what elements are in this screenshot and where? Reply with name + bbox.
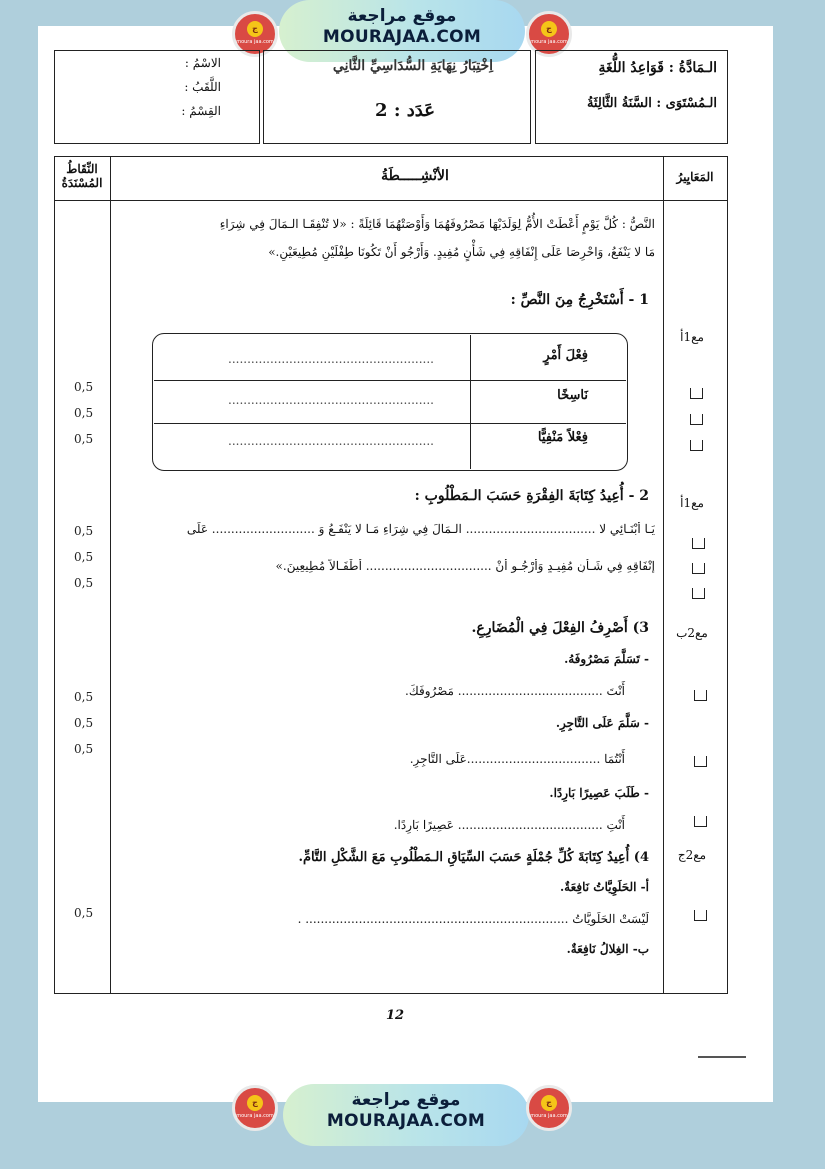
exam-number: عَدَد : 2 — [375, 100, 435, 121]
criteria-column-divider — [663, 156, 664, 994]
activities-header: الأنْشِـــــطَةُ — [381, 168, 449, 184]
answer-field[interactable]: ...................................................... — [228, 434, 434, 448]
exam-title: اِخْتِبَارُ نِهَايَةِ السُّدَاسِيِّ الثَّانِي — [332, 58, 494, 74]
banner-arabic: موقع مراجعة — [351, 1090, 461, 1110]
subject-label: الـمَادَّةُ : قَوَاعِدُ اللُّغَةِ — [598, 60, 717, 76]
divider — [698, 1056, 746, 1058]
bottom-banner[interactable] — [283, 1084, 529, 1146]
score-value: 0,5 — [74, 742, 94, 756]
score-checkbox[interactable] — [692, 563, 705, 574]
q1-row-label: نَاسِخًا — [557, 388, 588, 403]
q3-prompt: - سَلَّمَ عَلَى التَّاجِرِ. — [555, 716, 649, 730]
q4-title: 4) أُعِيدُ كِتَابَةَ كُلِّ جُمْلَةٍ حَسَبَ السِّيَاقِ الـمَطْلُوبِ مَعَ الشَّكْلِ التَّامِّ. — [298, 850, 649, 865]
score-checkbox[interactable] — [690, 414, 703, 425]
score-checkbox[interactable] — [694, 910, 707, 921]
points-header: النِّقَاطُ المُسْنَدَةُ — [61, 162, 103, 190]
q3-answer[interactable]: أَنْتُمَا ...................................عَلَى التَّاجِرِ. — [409, 752, 625, 766]
q1-title: 1 - أَسْتَخْرِجُ مِنَ النَّصِّ : — [510, 292, 649, 308]
score-checkbox[interactable] — [694, 816, 707, 827]
class-label: القِسْمُ : — [181, 104, 221, 118]
score-value: 0,5 — [74, 380, 94, 394]
logo-icon: ج moura jaa.com — [526, 1085, 572, 1131]
q3-title: 3) أَصْرِفُ الفِعْلَ فِي الْمُضَارِعِ. — [471, 620, 649, 636]
q4-criterion: مع2ج — [677, 848, 707, 862]
logo-icon: ج moura jaa.com — [232, 1085, 278, 1131]
q2-title: 2 - أُعِيدُ كِتَابَةَ الفِقْرَةِ حَسَبَ الـمَطْلُوبِ : — [414, 488, 649, 504]
banner-latin: MOURAJAA.COM — [326, 1111, 486, 1131]
score-checkbox[interactable] — [692, 588, 705, 599]
answer-field[interactable]: ...................................................... — [228, 352, 434, 366]
score-value: 0,5 — [74, 432, 94, 446]
q2-line2[interactable]: إِنْفَاقِهِ فِي شَـأْنٍ مُفِيـدٍ وَأَرْجُـو أَنْ ................................. أَطْفَـالاً مُطِيعِينَ.» — [275, 559, 655, 573]
name-label: الاسْمُ : — [184, 56, 221, 70]
page-number: 12 — [385, 1008, 405, 1023]
score-value: 0,5 — [74, 550, 94, 564]
q2-criterion: مع1أ — [680, 496, 704, 510]
logo-icon: ج moura jaa.com — [526, 11, 572, 57]
banner-arabic: موقع مراجعة — [347, 6, 457, 26]
q1-row-label: فِعْلَ أَمْرٍ — [543, 348, 588, 363]
q3-prompt: - طَلَبَ عَصِيرًا بَارِدًا. — [549, 786, 649, 800]
q2-line1[interactable]: يَـا أَبْنَـائِي لا .................................. الـمَالَ فِي شِرَاءِ مَـا لا يَنْفَـعُ وَ ........................... عَلَى — [186, 522, 655, 536]
logo-icon: ج moura jaa.com — [232, 11, 278, 57]
score-checkbox[interactable] — [692, 538, 705, 549]
main-table — [54, 156, 728, 994]
header-row-divider — [54, 200, 728, 201]
q4-item-a: أ- الحَلَوِيَّاتُ نَافِعَةٌ. — [559, 880, 649, 894]
criteria-header: المَعَايِيرُ — [676, 170, 714, 184]
score-checkbox[interactable] — [694, 756, 707, 767]
score-value: 0,5 — [74, 906, 94, 920]
q4-item-b: ب- الغِلالُ نَافِعَةٌ. — [566, 942, 649, 956]
score-value: 0,5 — [74, 690, 94, 704]
answer-field[interactable]: ...................................................... — [228, 393, 434, 407]
level-label: الـمُسْتَوَى : السَّنَةُ الثَّالِثَةُ — [586, 96, 717, 111]
score-value: 0,5 — [74, 716, 94, 730]
banner-latin: MOURAJAA.COM — [322, 27, 482, 47]
surname-label: اللَّقَبُ : — [184, 80, 221, 94]
text-passage-line1: النَّصُّ : كُلَّ يَوْمٍ أَعْطَتْ الأُمُّ لِوَلَدَيْهَا مَصْرُوفَهُمَا وَأَوْصَتْهُمَا قَائِلَةً : «لا تُنْفِقَـا الـمَالَ فِي شِرَاءِ — [219, 217, 655, 231]
score-checkbox[interactable] — [694, 690, 707, 701]
score-checkbox[interactable] — [690, 388, 703, 399]
q4-answer-a[interactable]: لَيْسَتْ الحَلَوِيَّاتُ ..................................................................... . — [297, 912, 649, 926]
q1-row-label: فِعْلاً مَنْفِيًّا — [537, 430, 588, 445]
text-passage-line2: مَا لا يَنْفَعُ، وَاحْرِصَا عَلَى إِنْفَاقِهِ فِي شَأْنٍ مُفِيدٍ. وَأَرْجُو أَنْ تَكُونَا طِفْلَيْنِ مُطِيعَيْنِ.» — [268, 245, 655, 259]
score-value: 0,5 — [74, 576, 94, 590]
points-column-divider — [110, 156, 111, 994]
score-value: 0,5 — [74, 406, 94, 420]
q3-answer[interactable]: أَنْتِ ...................................... عَصِيرًا بَارِدًا. — [393, 818, 625, 832]
q3-answer[interactable]: أَنْتَ ...................................... مَصْرُوفَكَ. — [405, 684, 625, 698]
q3-prompt: - تَسَلَّمَ مَصْرُوفَهُ. — [564, 652, 649, 666]
q3-criterion: مع2ب — [676, 626, 708, 640]
score-value: 0,5 — [74, 524, 94, 538]
q1-criterion: مع1أ — [680, 330, 704, 344]
score-checkbox[interactable] — [690, 440, 703, 451]
